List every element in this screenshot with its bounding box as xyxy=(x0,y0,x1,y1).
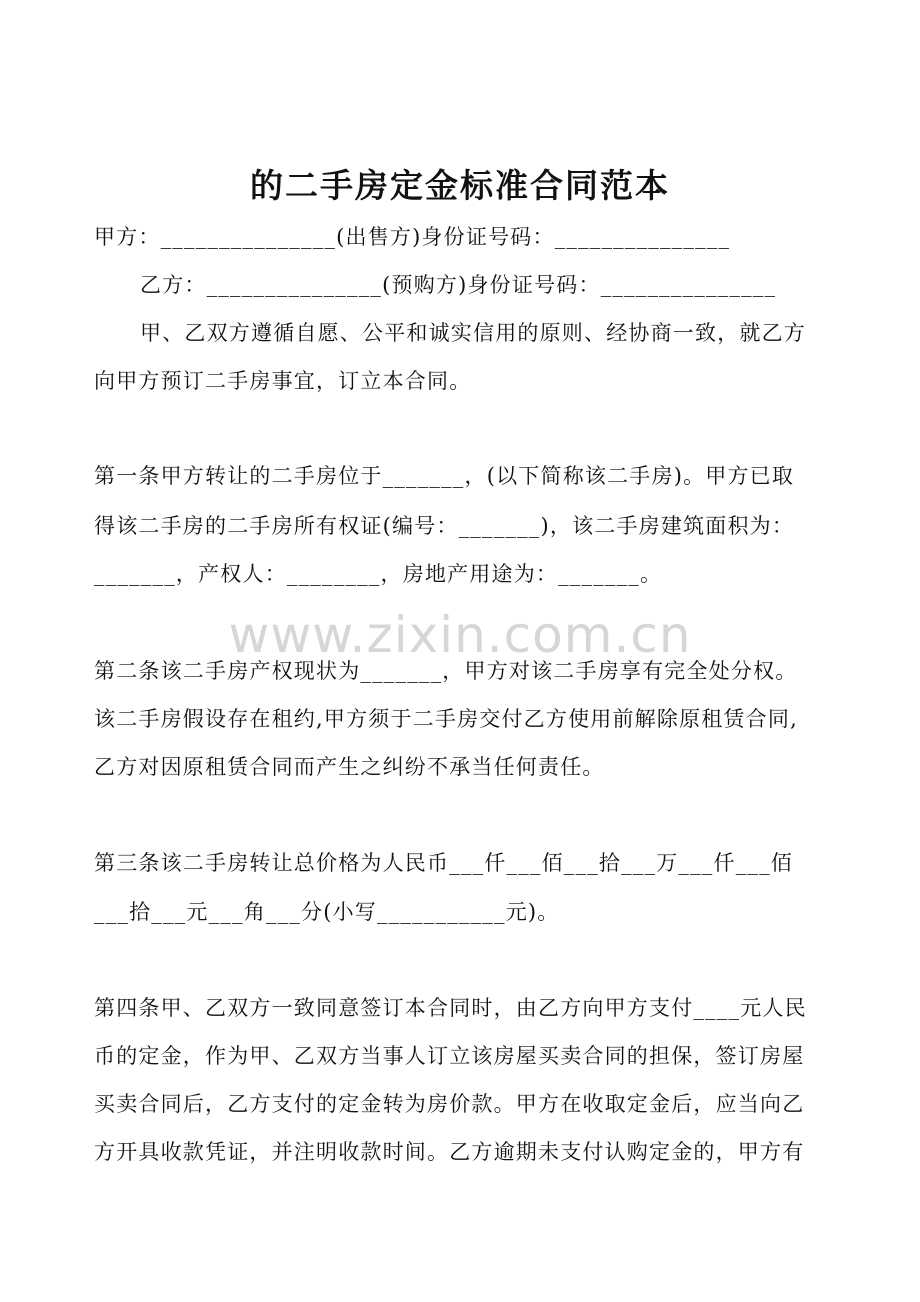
preamble-line-1: 甲、乙双方遵循自愿、公平和诚实信用的原则、经协商一致，就乙方 xyxy=(140,321,806,345)
watermark: www.zixin.com.cn xyxy=(228,606,692,664)
article-3-line-1: 第三条该二手房转让总价格为人民币___仟___佰___拾___万___仟___佰 xyxy=(94,851,793,875)
article-2-line-3: 乙方对因原租赁合同而产生之纠纷不承当任何责任。 xyxy=(94,755,605,779)
article-4-line-1: 第四条甲、乙双方一致同意签订本合同时，由乙方向甲方支付____元人民 xyxy=(94,996,807,1020)
article-4-line-3: 买卖合同后，乙方支付的定金转为房价款。甲方在收取定金后，应当向乙 xyxy=(94,1092,805,1116)
article-3-line-2: ___拾___元___角___分(小写___________元)。 xyxy=(94,900,560,924)
article-2-line-2: 该二手房假设存在租约,甲方须于二手房交付乙方使用前解除原租赁合同, xyxy=(94,707,798,731)
article-4-line-4: 方开具收款凭证，并注明收款时间。乙方逾期未支付认购定金的，甲方有 xyxy=(94,1140,805,1164)
article-1-line-2: 得该二手房的二手房所有权证(编号：_______)，该二手房建筑面积为： xyxy=(94,514,795,538)
article-1-line-3: _______，产权人：________，房地产用途为：_______。 xyxy=(94,562,663,586)
party-a-line: 甲方：_______________(出售方)身份证号码：_______________ xyxy=(94,225,731,249)
article-1-line-1: 第一条甲方转让的二手房位于_______，(以下简称该二手房)。甲方已取 xyxy=(94,464,795,488)
article-4-line-2: 币的定金，作为甲、乙双方当事人订立该房屋买卖合同的担保，签订房屋 xyxy=(94,1044,805,1068)
document-title: 的二手房定金标准合同范本 xyxy=(250,166,670,205)
article-2-line-1: 第二条该二手房产权现状为_______，甲方对该二手房享有完全处分权。 xyxy=(94,659,798,683)
party-b-line: 乙方：_______________(预购方)身份证号码：_______________ xyxy=(140,273,777,297)
preamble-line-2: 向甲方预订二手房事宜，订立本合同。 xyxy=(94,369,472,393)
